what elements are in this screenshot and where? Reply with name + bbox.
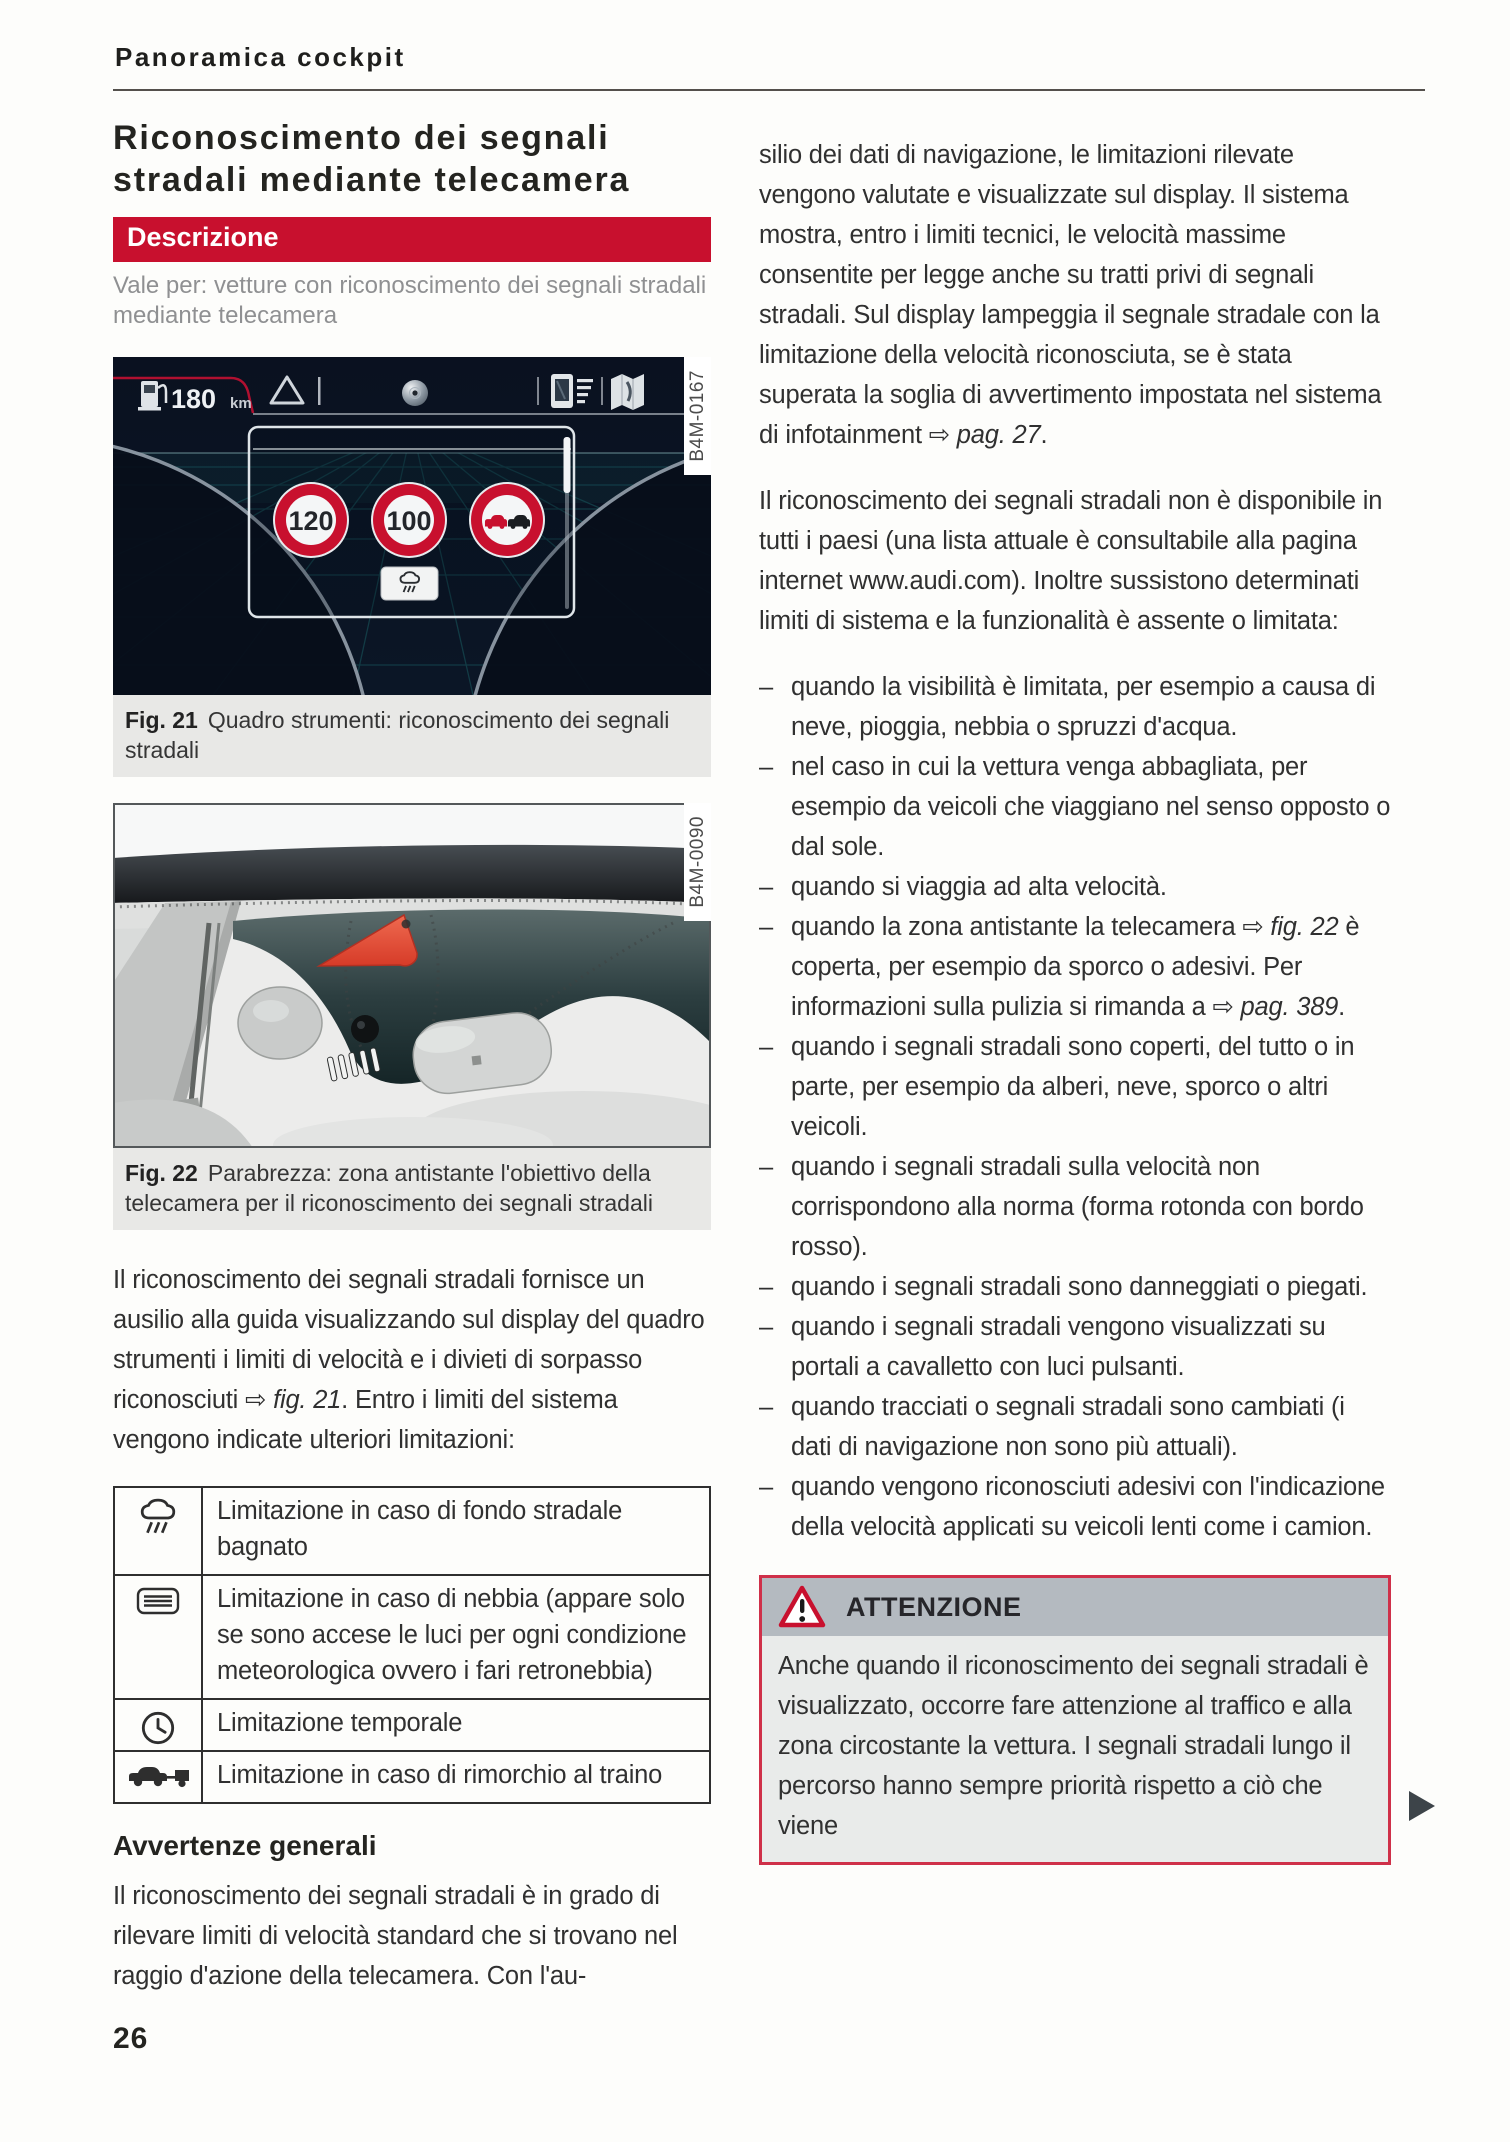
figure-21-caption: Fig. 21 Quadro strumenti: riconoscimento dei segnali stradali [113,695,711,777]
table-row: Limitazione in caso di nebbia (appare solo se sono accese le luci per ogni condizione meteorologica ovvero i fari retronebbia) [115,1574,709,1698]
warning-box-wrap [759,1575,1391,1865]
windscreen-illustration [113,803,711,1148]
right-column [759,107,1391,2056]
rain-icon [138,1498,178,1536]
list-item: – quando la visibilità è limitata, per esempio a causa di neve, pioggia, nebbia o spruzzi d'acqua. [759,667,1391,747]
continuation-paragraph: silio dei dati di navigazione, le limitazioni rilevate vengono valutate e visualizzate sul display. Il sistema mostra, entro i limiti tecnici, le velocità massime consentite per legge anche su tratti privi di segnali stradali. Sul display lampeggia il segnale stradale con la limitazione della velocità riconosciuta, se è stata superata la soglia di avvertimento impostata nel sistema di infotainment ⇨ pag. 27. [759,141,1382,449]
list-item: – quando i segnali stradali sulla velocità non corrispondono alla norma (forma rotonda con bordo rosso). [759,1147,1391,1267]
article-title: Riconoscimento dei segnali stradali mediante telecamera [113,119,631,199]
limitations-table [113,1486,711,1804]
figure-21 [113,357,711,695]
continuation-arrow-icon [1409,1791,1435,1821]
figure-code-label: B4M-0167 [684,357,711,475]
warning-header [762,1578,1388,1636]
clock-icon [140,1710,176,1746]
range-value: 180 [171,384,217,414]
table-row: Limitazione temporale [115,1698,709,1750]
figure-22-caption: Fig. 22 Parabrezza: zona antistante l'obiettivo della telecamera per il riconoscimento dei segnali stradali [113,1148,711,1230]
figure-22 [113,803,711,1148]
svg-text:100: 100 [386,506,432,536]
table-row: Limitazione in caso di fondo stradale bagnato [115,1488,709,1574]
fog-icon [136,1586,180,1616]
header-rule [113,89,1425,91]
applies-to-note: Vale per: vetture con riconoscimento dei segnali stradali mediante telecamera [113,272,707,329]
map-icon [611,374,644,410]
roof-band [113,845,711,903]
page-header: Panoramica cockpit [115,42,406,72]
list-item: – quando i segnali stradali sono coperti, del tutto o in parte, per esempio da alberi, neve, sporco o altri veicoli. [759,1027,1391,1147]
warning-box [759,1575,1391,1865]
list-item: – nel caso in cui la vettura venga abbagliata, per esempio da veicoli che viaggiano nel senso opposto o dal sole. [759,747,1391,867]
mirror-mount [238,987,322,1059]
range-unit: km [230,395,252,412]
list-item: – quando si viaggia ad alta velocità. [759,867,1391,907]
divider-bar [318,377,321,405]
page-content [113,42,1425,2056]
figure-code-label: B4M-0090 [684,803,711,921]
subheading-avvertenze: Avvertenze generali [113,1830,377,1861]
list-item: – quando la zona antistante la telecamera ⇨ fig. 22 è coperta, per esempio da sporco o adesivi. Per informazioni sulla pulizia si rimanda a ⇨ pag. 389. [759,907,1391,1027]
figure-22-label: Fig. 22 [125,1160,198,1186]
cd-icon [402,380,428,406]
figure-21-label: Fig. 21 [125,707,198,733]
divider-bar [601,377,603,405]
instrument-cluster-illustration [113,357,711,695]
speed-sign-100 [371,482,447,558]
speed-sign-120 [273,482,349,558]
list-item: – quando tracciati o segnali stradali sono cambiati (i dati di navigazione non sono più attuali). [759,1387,1391,1467]
divider-bar [537,377,539,405]
phone-icon [551,374,573,408]
list-item: – quando i segnali stradali vengono visualizzati su portali a cavalletto con luci pulsanti. [759,1307,1391,1387]
page-number: 26 [113,2022,149,2055]
caution-triangle-icon [778,1585,826,1629]
camera-lens [351,1015,379,1043]
left-column [113,107,711,2056]
table-row: Limitazione in caso di rimorchio al traino [115,1750,709,1802]
list-item: – quando vengono riconosciuti adesivi con l'indicazione della velocità applicati su veicoli lenti come i camion. [759,1467,1391,1547]
warning-text: Anche quando il riconoscimento dei segnali stradali è visualizzato, occorre fare attenzione al traffico e alla zona circostante la vettura. I segnali stradali lungo il percorso hanno sempre priorità rispetto a ciò che viene [762,1636,1388,1862]
trailer-icon [125,1762,191,1790]
general-paragraph: Il riconoscimento dei segnali stradali è in grado di rilevare limiti di velocità standard che si trovano nel raggio d'azione della telecamera. Con l'au- [113,1882,678,1990]
list-item: – quando i segnali stradali sono danneggiati o piegati. [759,1267,1391,1307]
warning-title: ATTENZIONE [846,1591,1022,1622]
section-label-descrizione: Descrizione [113,217,711,262]
no-overtaking-sign [469,482,545,558]
availability-paragraph: Il riconoscimento dei segnali stradali non è disponibile in tutti i paesi (una lista attuale è consultabile alla pagina internet www.audi.com). Inoltre sussistono determinati limiti di sistema e la funzionalità è assente o limitata: [759,487,1383,635]
limitations-list [759,667,1391,1547]
svg-text:120: 120 [288,506,334,536]
scrollbar-thumb [564,437,571,493]
rain-badge-icon [381,567,438,600]
intro-paragraph: Il riconoscimento dei segnali stradali fornisce un ausilio alla guida visualizzando sul display del quadro strumenti i limiti di velocità e i divieti di sorpasso riconosciuti ⇨ fig. 21. Entro i limiti del sistema vengono indicate ulteriori limitazioni: [113,1266,705,1454]
